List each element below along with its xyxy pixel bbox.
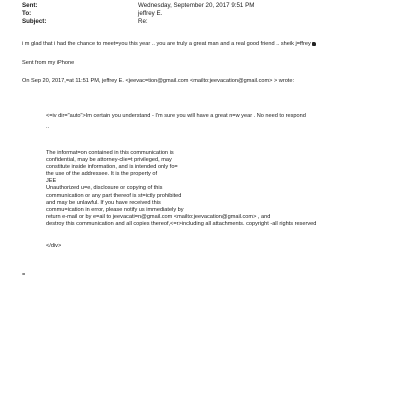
to-row [22,10,162,18]
subject-label: Subject: [22,18,47,25]
disclaimer-line: commu=ication in error, please notify us immediately by [46,206,184,213]
trailing-char: = [22,272,26,278]
message-body: i m glad that i had the chance to meet=you this year .. you are truly a great man and a real good friend .. sheik j=ffrey [22,41,311,47]
sent-label: Sent: [22,2,38,9]
disclaimer-line: constitute inside information, and is intended only fo= [46,164,178,171]
disclaimer-line: JEE [46,178,57,185]
sent-row [22,2,254,10]
disclaimer-block [46,150,316,228]
disclaimer-line: Unauthorized u=e, disclosure or copying of this [46,185,163,192]
disclaimer-line: the use of the addressee. It is the property of [46,171,158,178]
disclaimer-line: communication or any part thereof is st=ictly prohibited [46,192,182,199]
disclaimer-line: return e-mail or by e=ail to jeevacati=n@gmail.com <mailto:jeevacation@gmail.com> , and [46,213,271,220]
message-text [22,41,316,48]
disclaimer-line: destroy this communication and all copies thereof,<=r>including all attachments. copyright -all rights reserved [46,220,317,227]
disclaimer-line: confidential, may be attorney-clie=t privileged, may [46,157,172,164]
disclaimer-line: The informat=on contained in this communication is [46,150,174,156]
signature-text: Sent from my iPhone [22,60,75,66]
closing-div-tag: </div> [46,243,62,249]
thumbs-up-icon [312,42,316,46]
quoted-message: <=iv dir="auto">Im certain you understand - I'm sure you will have a great n=w year . No need to respond [46,113,306,119]
ellipsis-text: .. [46,124,50,130]
disclaimer-line: and may be unlawful. If you have received this [46,199,161,206]
to-value: jeffrey E. [138,10,163,17]
to-label: To: [22,10,32,17]
sent-value: Wednesday, September 20, 2017 9:51 PM [138,2,255,9]
quote-header: On Sep 20, 2017,=at 11:51 PM, jeffrey E. <jeevac=tion@gmail.com <mailto:jeevacation@gmail.com> > wrote: [22,78,295,84]
subject-row [22,18,148,26]
subject-value: Re: [138,18,148,25]
